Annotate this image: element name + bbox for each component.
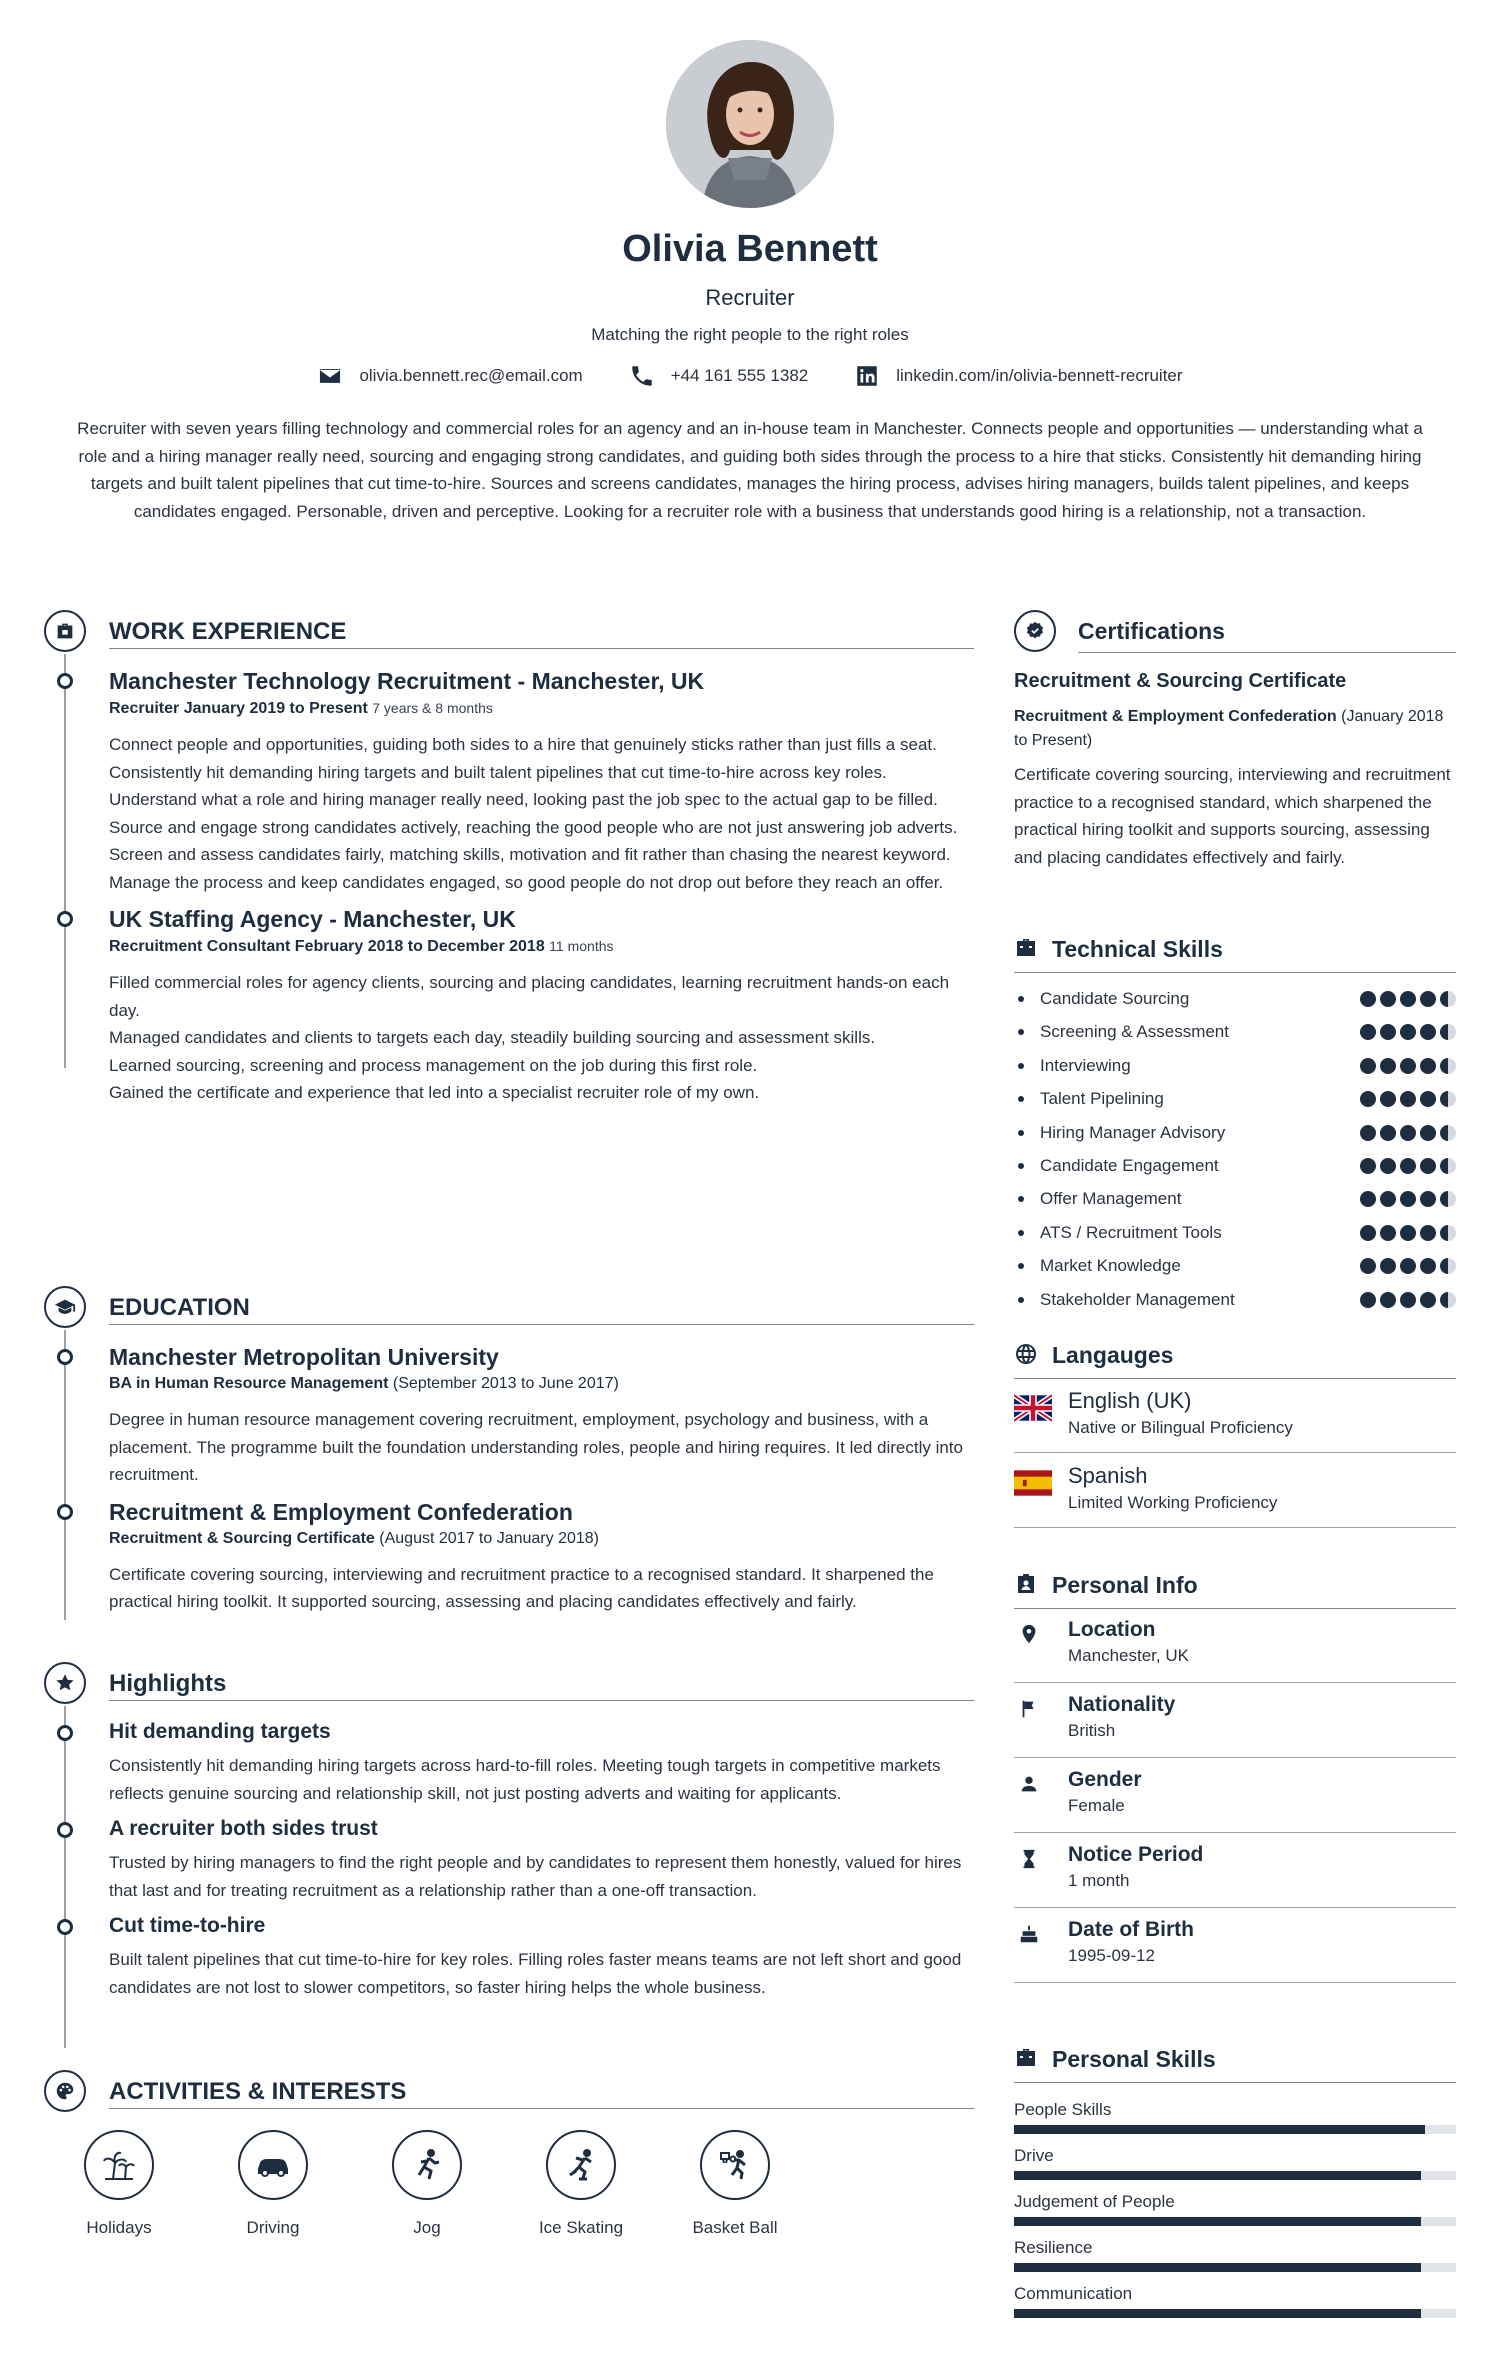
personal-skill-name: Drive bbox=[1014, 2146, 1054, 2165]
skill-bar-fill bbox=[1014, 2263, 1421, 2272]
certificate-badge-icon bbox=[1014, 610, 1056, 652]
info-notice-period bbox=[1014, 1833, 1456, 1908]
email-text[interactable]: olivia.bennett.rec@email.com bbox=[359, 366, 583, 385]
skill-item bbox=[1014, 1255, 1456, 1288]
skill-name: Market Knowledge bbox=[1040, 1256, 1181, 1276]
language-level: Native or Bilingual Proficiency bbox=[1068, 1418, 1293, 1437]
rating-dot bbox=[1380, 1024, 1396, 1040]
certification-issuer: Recruitment & Employment Confederation bbox=[1014, 708, 1337, 725]
degree-name: Recruitment & Sourcing Certificate bbox=[109, 1529, 375, 1547]
job-role: Recruiter bbox=[109, 700, 180, 717]
timeline-dot bbox=[57, 1822, 73, 1838]
personal-skill-item bbox=[1014, 2184, 1456, 2230]
language-item bbox=[1014, 1453, 1456, 1528]
timeline-dot bbox=[57, 1725, 73, 1741]
job-description bbox=[109, 731, 974, 896]
rating-dot bbox=[1400, 1058, 1416, 1074]
highlights-section bbox=[44, 1660, 974, 2001]
star-badge-icon bbox=[44, 1662, 86, 1704]
info-value: 1995-09-12 bbox=[1068, 1946, 1155, 1965]
certification-description: Certificate covering sourcing, interviewing and recruitment practice to a recognised standard, which sharpened the practical hiring toolkit and supports sourcing, assessing and placing candidates effectively and fairly. bbox=[1014, 765, 1451, 867]
palm-trees-icon bbox=[84, 2130, 154, 2200]
phone-icon bbox=[629, 363, 655, 389]
flag-icon bbox=[1018, 1697, 1040, 1721]
basketball-player-icon bbox=[700, 2130, 770, 2200]
section-title: Personal Skills bbox=[1052, 2046, 1216, 2072]
skill-rating bbox=[1360, 1091, 1456, 1107]
section-divider bbox=[109, 1700, 974, 1701]
rating-dot bbox=[1400, 1024, 1416, 1040]
job-line: Understand what a role and hiring manager really need, looking past the job spec to the actual gap to be filled. bbox=[109, 790, 938, 809]
skill-item bbox=[1014, 1188, 1456, 1221]
job-entry bbox=[44, 666, 974, 896]
skill-name: Talent Pipelining bbox=[1040, 1089, 1164, 1109]
skill-bar-track bbox=[1014, 2171, 1456, 2180]
contact-row bbox=[0, 363, 1500, 389]
job-title: Recruiter bbox=[705, 285, 795, 310]
school-name: Manchester Metropolitan University bbox=[109, 1344, 499, 1370]
rating-dot bbox=[1440, 1058, 1456, 1074]
activity-item bbox=[392, 2130, 462, 2238]
rating-dot bbox=[1380, 1191, 1396, 1207]
highlight-description: Built talent pipelines that cut time-to-hire for key roles. Filling roles faster means teams are not left short and good candidates are not lost to slower competitors, so faster hiring helps the whole business. bbox=[109, 1950, 962, 1997]
rating-dot bbox=[1360, 1225, 1376, 1241]
rating-dot bbox=[1440, 1024, 1456, 1040]
rating-dot bbox=[1420, 1158, 1436, 1174]
certification-issuer-line bbox=[1014, 705, 1456, 753]
activity-label: Ice Skating bbox=[538, 2218, 624, 2237]
language-level: Limited Working Proficiency bbox=[1068, 1493, 1278, 1512]
skill-item bbox=[1014, 1289, 1456, 1322]
section-title: Langauges bbox=[1052, 1342, 1174, 1368]
education-entry bbox=[44, 1342, 974, 1489]
personal-info-section bbox=[1014, 1566, 1456, 1983]
rating-dot bbox=[1400, 1191, 1416, 1207]
skill-rating bbox=[1360, 1258, 1456, 1274]
education-description: Degree in human resource management covering recruitment, employment, psychology and business, with a placement. The programme built the foundation understanding roles, people and hiring requires. It led directly into recruitment. bbox=[109, 1410, 963, 1484]
personal-skill-item bbox=[1014, 2230, 1456, 2276]
language-item bbox=[1014, 1378, 1456, 1453]
palette-icon bbox=[44, 2070, 86, 2112]
education-description: Certificate covering sourcing, interviewing and recruitment practice to a recognised standard. It sharpened the practical hiring toolkit. It supported sourcing, assessing and placing candidates effectively and fairly. bbox=[109, 1564, 934, 1611]
rating-dot bbox=[1360, 1292, 1376, 1308]
degree-name: BA in Human Resource Management bbox=[109, 1375, 389, 1392]
personal-skills-section bbox=[1014, 2040, 1456, 2322]
person-icon bbox=[1018, 1772, 1040, 1796]
skill-bar-fill bbox=[1014, 2217, 1421, 2226]
job-description bbox=[109, 969, 974, 1107]
skill-rating bbox=[1360, 1158, 1456, 1174]
skill-item bbox=[1014, 988, 1456, 1021]
highlight-entry bbox=[44, 1912, 974, 2001]
personal-skill-list bbox=[1014, 2092, 1456, 2322]
linkedin-text[interactable]: linkedin.com/in/olivia-bennett-recruiter bbox=[896, 366, 1183, 385]
skill-item bbox=[1014, 1122, 1456, 1155]
job-line: Connect people and opportunities, guiding both sides to a hire that genuinely sticks rather than just fills a seat. bbox=[109, 735, 937, 754]
job-dates: February 2018 to December 2018 bbox=[294, 938, 545, 955]
candidate-name: Olivia Bennett bbox=[622, 228, 878, 270]
portrait-image bbox=[666, 40, 834, 208]
rating-dot bbox=[1380, 1058, 1396, 1074]
certification-name: Recruitment & Sourcing Certificate bbox=[1014, 670, 1347, 692]
rating-dot bbox=[1360, 1091, 1376, 1107]
highlight-entry bbox=[44, 1815, 974, 1904]
skill-name: Screening & Assessment bbox=[1040, 1022, 1229, 1042]
rating-dot bbox=[1400, 1125, 1416, 1141]
job-line: Gained the certificate and experience that led into a specialist recruiter role of my own. bbox=[109, 1083, 760, 1102]
info-date-of-birth bbox=[1014, 1908, 1456, 1983]
profile-photo bbox=[666, 40, 834, 208]
timeline-dot bbox=[57, 1919, 73, 1935]
timeline-dot bbox=[57, 1349, 73, 1365]
job-duration: 7 years & 8 months bbox=[372, 700, 493, 716]
section-title: WORK EXPERIENCE bbox=[109, 618, 347, 645]
rating-dot bbox=[1360, 1258, 1376, 1274]
language-name: English (UK) bbox=[1068, 1388, 1192, 1413]
rating-dot bbox=[1420, 1258, 1436, 1274]
info-key: Gender bbox=[1068, 1768, 1142, 1791]
section-title: Personal Info bbox=[1052, 1572, 1198, 1598]
skill-list bbox=[1014, 988, 1456, 1322]
info-key: Notice Period bbox=[1068, 1843, 1204, 1866]
rating-dot bbox=[1380, 1225, 1396, 1241]
rating-dot bbox=[1380, 1292, 1396, 1308]
rating-dot bbox=[1380, 1091, 1396, 1107]
rating-dot bbox=[1380, 1258, 1396, 1274]
tagline: Matching the right people to the right roles bbox=[591, 325, 909, 344]
work-experience-section bbox=[44, 608, 974, 1107]
envelope-icon bbox=[317, 363, 343, 389]
skill-rating bbox=[1360, 991, 1456, 1007]
info-value: Female bbox=[1068, 1796, 1125, 1815]
contact-linkedin[interactable] bbox=[854, 363, 1182, 389]
rating-dot bbox=[1420, 1225, 1436, 1241]
skill-bar-fill bbox=[1014, 2309, 1421, 2318]
car-icon bbox=[238, 2130, 308, 2200]
globe-icon bbox=[1014, 1342, 1038, 1366]
rating-dot bbox=[1360, 1125, 1376, 1141]
job-role-line bbox=[109, 696, 974, 721]
activity-item bbox=[538, 2130, 624, 2238]
job-line: Filled commercial roles for agency clients, sourcing and placing candidates, learning recruitment hands-on each day. bbox=[109, 973, 950, 1020]
education-entry bbox=[44, 1497, 974, 1616]
info-value: British bbox=[1068, 1721, 1116, 1740]
rating-dot bbox=[1420, 1191, 1436, 1207]
rating-dot bbox=[1360, 991, 1376, 1007]
info-nationality bbox=[1014, 1683, 1456, 1758]
skill-bar-track bbox=[1014, 2263, 1456, 2272]
contact-phone[interactable] bbox=[629, 363, 809, 389]
rating-dot bbox=[1400, 1258, 1416, 1274]
highlight-title: Hit demanding targets bbox=[109, 1720, 331, 1743]
rating-dot bbox=[1420, 1125, 1436, 1141]
spain-flag-icon bbox=[1014, 1469, 1052, 1497]
runner-icon bbox=[392, 2130, 462, 2200]
rating-dot bbox=[1360, 1158, 1376, 1174]
timeline-dot bbox=[57, 673, 73, 689]
skill-rating bbox=[1360, 1292, 1456, 1308]
rating-dot bbox=[1360, 1058, 1376, 1074]
personal-skill-name: Resilience bbox=[1014, 2238, 1093, 2257]
rating-dot bbox=[1400, 1292, 1416, 1308]
section-title: Technical Skills bbox=[1052, 936, 1223, 962]
rating-dot bbox=[1420, 1058, 1436, 1074]
contact-email[interactable] bbox=[317, 363, 582, 389]
personal-skill-name: Communication bbox=[1014, 2284, 1133, 2303]
uk-flag-icon bbox=[1014, 1394, 1052, 1422]
info-gender bbox=[1014, 1758, 1456, 1833]
activity-item bbox=[84, 2130, 154, 2238]
activity-label: Jog bbox=[413, 2218, 441, 2237]
personal-skill-item bbox=[1014, 2138, 1456, 2184]
job-company: Manchester Technology Recruitment - Manchester, UK bbox=[109, 668, 705, 694]
rating-dot bbox=[1360, 1024, 1376, 1040]
info-location bbox=[1014, 1608, 1456, 1683]
skill-name: ATS / Recruitment Tools bbox=[1040, 1222, 1222, 1242]
activities-section bbox=[44, 2068, 974, 2268]
school-name: Recruitment & Employment Confederation bbox=[109, 1498, 573, 1525]
section-divider bbox=[109, 648, 974, 649]
rating-dot bbox=[1400, 1158, 1416, 1174]
degree-line bbox=[109, 1372, 974, 1396]
rating-dot bbox=[1380, 991, 1396, 1007]
cake-icon bbox=[1018, 1922, 1040, 1946]
section-title: EDUCATION bbox=[109, 1294, 250, 1321]
skill-bar-track bbox=[1014, 2217, 1456, 2226]
rating-dot bbox=[1400, 991, 1416, 1007]
rating-dot bbox=[1380, 1125, 1396, 1141]
personal-skill-name: Judgement of People bbox=[1014, 2192, 1175, 2211]
technical-skills-section bbox=[1014, 930, 1456, 1322]
job-entry bbox=[44, 904, 974, 1107]
timeline-dot bbox=[57, 911, 73, 927]
section-title: Certifications bbox=[1078, 618, 1225, 644]
highlight-title: A recruiter both sides trust bbox=[109, 1817, 378, 1840]
info-key: Date of Birth bbox=[1068, 1918, 1194, 1941]
timeline-dot bbox=[57, 1504, 73, 1520]
info-value: 1 month bbox=[1068, 1871, 1130, 1890]
skill-name: Stakeholder Management bbox=[1040, 1289, 1235, 1309]
language-name: Spanish bbox=[1068, 1463, 1148, 1488]
info-key: Location bbox=[1068, 1618, 1156, 1641]
highlight-description: Consistently hit demanding hiring targets across hard-to-fill roles. Meeting tough targets in competitive markets reflects genuine sourcing and relationship skill, not just posting adverts and waiting for applicants. bbox=[109, 1756, 941, 1803]
education-section bbox=[44, 1284, 974, 1616]
personal-skill-item bbox=[1014, 2092, 1456, 2138]
highlight-title: Cut time-to-hire bbox=[109, 1914, 266, 1937]
section-divider bbox=[109, 1324, 974, 1325]
job-dates: January 2019 to Present bbox=[183, 700, 368, 717]
profile-summary: Recruiter with seven years filling technology and commercial roles for an agency and an in-house team in Manchester. Connects people and opportunities — understanding what a role and a hiring manager really need, sourcing and engaging strong candidates, and guiding both sides through the process to a hire that sticks. Consistently hit demanding hiring targets and built talent pipelines that cut time-to-hire. Sources and screens candidates, manages the hiring process, advises hiring managers, builds talent pipelines, and keeps candidates engaged. Personable, driven and perceptive. Looking for a recruiter role with a business that understands good hiring is a relationship, not a transaction. bbox=[77, 419, 1423, 521]
rating-dot bbox=[1360, 1191, 1376, 1207]
degree-dates: (September 2013 to June 2017) bbox=[392, 1375, 619, 1392]
rating-dot bbox=[1440, 991, 1456, 1007]
activity-list bbox=[84, 2130, 778, 2238]
skill-bar-fill bbox=[1014, 2125, 1425, 2134]
skill-name: Interviewing bbox=[1040, 1055, 1131, 1075]
phone-text[interactable]: +44 161 555 1382 bbox=[670, 366, 809, 385]
highlight-description: Trusted by hiring managers to find the right people and by candidates to represent them honestly, valued for hires that last and for treating recruitment as a relationship rather than a one-off transaction. bbox=[109, 1853, 962, 1900]
degree-line bbox=[109, 1527, 974, 1551]
info-key: Nationality bbox=[1068, 1693, 1176, 1716]
skill-item bbox=[1014, 1021, 1456, 1054]
rating-dot bbox=[1440, 1125, 1456, 1141]
rating-dot bbox=[1440, 1292, 1456, 1308]
skill-item bbox=[1014, 1088, 1456, 1121]
rating-dot bbox=[1440, 1191, 1456, 1207]
degree-dates: (August 2017 to January 2018) bbox=[379, 1529, 599, 1547]
skill-item bbox=[1014, 1055, 1456, 1088]
rating-dot bbox=[1400, 1091, 1416, 1107]
job-line: Screen and assess candidates fairly, matching skills, motivation and fit rather than chasing the nearest keyword. bbox=[109, 845, 951, 864]
job-line: Managed candidates and clients to targets each day, steadily building sourcing and assessment skills. bbox=[109, 1028, 876, 1047]
job-line: Consistently hit demanding hiring targets and built talent pipelines that cut time-to-hire across key roles. bbox=[109, 762, 887, 782]
info-value: Manchester, UK bbox=[1068, 1646, 1189, 1665]
toolbox-icon bbox=[1014, 936, 1038, 960]
activity-label: Basket Ball bbox=[692, 2218, 778, 2237]
certifications-section bbox=[1014, 608, 1456, 871]
rating-dot bbox=[1400, 1225, 1416, 1241]
personal-skill-item bbox=[1014, 2276, 1456, 2322]
rating-dot bbox=[1440, 1158, 1456, 1174]
skill-bar-fill bbox=[1014, 2171, 1421, 2180]
job-line: Learned sourcing, screening and process management on the job during this first role. bbox=[109, 1055, 758, 1075]
section-divider bbox=[1078, 652, 1456, 653]
linkedin-icon bbox=[854, 363, 880, 389]
section-title: Highlights bbox=[109, 1670, 227, 1697]
section-divider bbox=[1014, 972, 1456, 973]
skill-bar-track bbox=[1014, 2309, 1456, 2318]
job-role: Recruitment Consultant bbox=[109, 938, 291, 955]
skill-item bbox=[1014, 1155, 1456, 1188]
rating-dot bbox=[1440, 1091, 1456, 1107]
activity-item bbox=[692, 2130, 778, 2238]
rating-dot bbox=[1440, 1258, 1456, 1274]
section-divider bbox=[1014, 2082, 1456, 2083]
personal-skill-name: People Skills bbox=[1014, 2100, 1112, 2119]
job-line: Manage the process and keep candidates engaged, so good people do not drop out before they reach an offer. bbox=[109, 872, 944, 892]
section-title: ACTIVITIES & INTERESTS bbox=[109, 2078, 407, 2105]
rating-dot bbox=[1420, 1024, 1436, 1040]
skill-bar-track bbox=[1014, 2125, 1456, 2134]
skill-item bbox=[1014, 1222, 1456, 1255]
skill-rating bbox=[1360, 1191, 1456, 1207]
skill-rating bbox=[1360, 1225, 1456, 1241]
section-divider bbox=[109, 2108, 974, 2109]
graduation-cap-icon bbox=[44, 1286, 86, 1328]
toolbox-icon bbox=[1014, 2046, 1038, 2070]
languages-section bbox=[1014, 1336, 1456, 1528]
skill-name: Offer Management bbox=[1040, 1189, 1182, 1209]
skill-name: Hiring Manager Advisory bbox=[1040, 1122, 1226, 1142]
job-company: UK Staffing Agency - Manchester, UK bbox=[109, 906, 516, 932]
hourglass-icon bbox=[1018, 1847, 1040, 1871]
activity-label: Holidays bbox=[86, 2218, 152, 2237]
id-badge-icon bbox=[1014, 1572, 1038, 1596]
rating-dot bbox=[1380, 1158, 1396, 1174]
rating-dot bbox=[1420, 991, 1436, 1007]
highlight-entry bbox=[44, 1718, 974, 1807]
activity-label: Driving bbox=[246, 2218, 300, 2237]
rating-dot bbox=[1440, 1225, 1456, 1241]
job-role-line bbox=[109, 934, 974, 959]
job-duration: 11 months bbox=[549, 938, 614, 954]
job-line: Source and engage strong candidates actively, reaching the good people who are not just answering job adverts. bbox=[109, 817, 958, 837]
skill-name: Candidate Engagement bbox=[1040, 1155, 1219, 1175]
location-pin-icon bbox=[1018, 1622, 1040, 1646]
rating-dot bbox=[1420, 1091, 1436, 1107]
resume-header bbox=[0, 0, 1500, 525]
skill-rating bbox=[1360, 1024, 1456, 1040]
skill-rating bbox=[1360, 1125, 1456, 1141]
skater-icon bbox=[546, 2130, 616, 2200]
activity-item bbox=[238, 2130, 308, 2238]
briefcase-icon bbox=[44, 610, 86, 652]
certification-dates: (January 2018 to Present) bbox=[1014, 708, 1444, 749]
rating-dot bbox=[1420, 1292, 1436, 1308]
skill-name: Candidate Sourcing bbox=[1040, 989, 1190, 1008]
skill-rating bbox=[1360, 1058, 1456, 1074]
